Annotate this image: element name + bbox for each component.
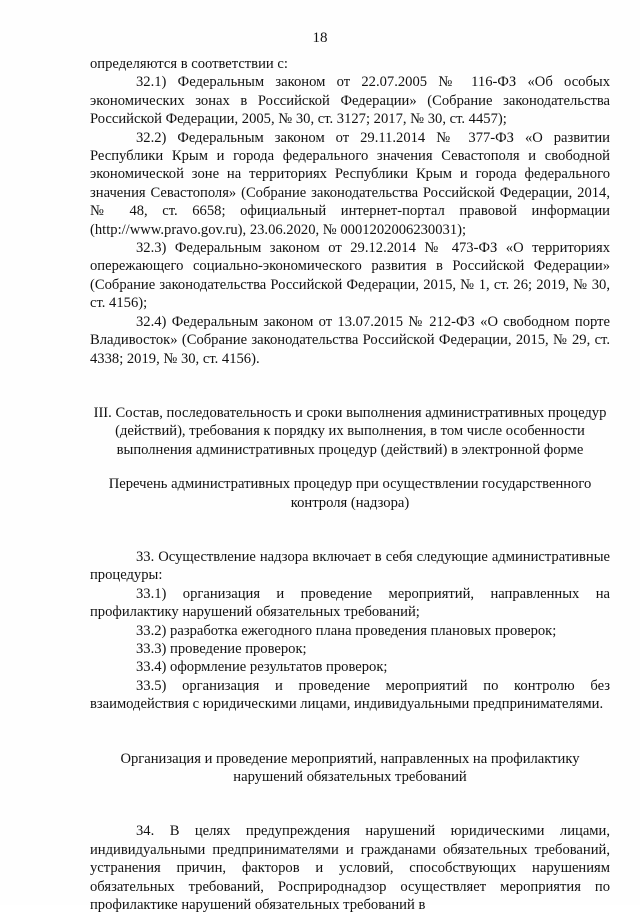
subsection2-title: Организация и проведение мероприятий, направленных на профилактику нарушений обязательных требований	[120, 750, 580, 785]
procedure-item: 33.5) организация и проведение мероприятий по контролю без взаимодействия с юридическими лицами, индивидуальными предпринимателями.	[90, 677, 610, 713]
law-item: 32.2) Федеральным законом от 29.11.2014 № 377-ФЗ «О развитии Республики Крым и города федерального значения Севастополя и свободной экономической зоне на территориях Республики Крым и города федерального значения Севастополя» (Собрание законодательства Российской Федерации, 2014, № 48, ст. 6658; официальный интернет-портал правовой информации (http://www.pravo.gov.ru), 23.06.2020, № 0001202006230031);	[90, 129, 610, 238]
law-item: 32.3) Федеральным законом от 29.12.2014 № 473-ФЗ «О территориях опережающего социально-экономического развития в Российской Федерации» (Собрание законодательства Российской Федерации, 2015, № 1, ст. 26; 2019, № 30, ст. 4156);	[90, 240, 610, 312]
document-body	[90, 55, 610, 914]
procedure-item: 33.1) организация и проведение мероприятий, направленных на профилактику нарушений обязательных требований;	[90, 585, 610, 621]
item-34: 34. В целях предупреждения нарушений юридическими лицами, индивидуальными предпринимателями и гражданами обязательных требований, устранения причин, факторов и условий, способствующих нарушениям обязательных требований, Росприроднадзор осуществляет мероприятия по профилактике нарушений обязательных требований в	[90, 823, 610, 914]
law-item: 32.4) Федеральным законом от 13.07.2015 № 212-ФЗ «О свободном порте Владивосток» (Собрание законодательства Российской Федерации, 2015, № 29, ст. 4338; 2019, № 30, ст. 4156).	[90, 313, 610, 367]
intro-line: определяются в соответствии с:	[90, 56, 288, 72]
procedure-item: 33.4) оформление результатов проверок;	[136, 659, 388, 676]
procedure-item: 33.2) разработка ежегодного плана проведения плановых проверок;	[136, 622, 557, 639]
procedure-item: 33.3) проведение проверок;	[136, 640, 307, 657]
section-title: III. Состав, последовательность и сроки выполнения административных процедур (действий), требования к порядку их выполнения, в том числе особенности выполнения административных процедур (действий) в электронной форме	[93, 404, 607, 458]
item-33: 33. Осуществление надзора включает в себя следующие административные процедуры:	[90, 548, 610, 584]
law-item: 32.1) Федеральным законом от 22.07.2005 № 116-ФЗ «Об особых экономических зонах в Российской Федерации» (Собрание законодательства Российской Федерации, 2005, № 30, ст. 3127; 2017, № 30, ст. 4457);	[90, 74, 610, 128]
subsection-title: Перечень административных процедур при осуществлении государственного контроля (надзора)	[108, 476, 592, 511]
page-number: 18	[312, 30, 328, 46]
